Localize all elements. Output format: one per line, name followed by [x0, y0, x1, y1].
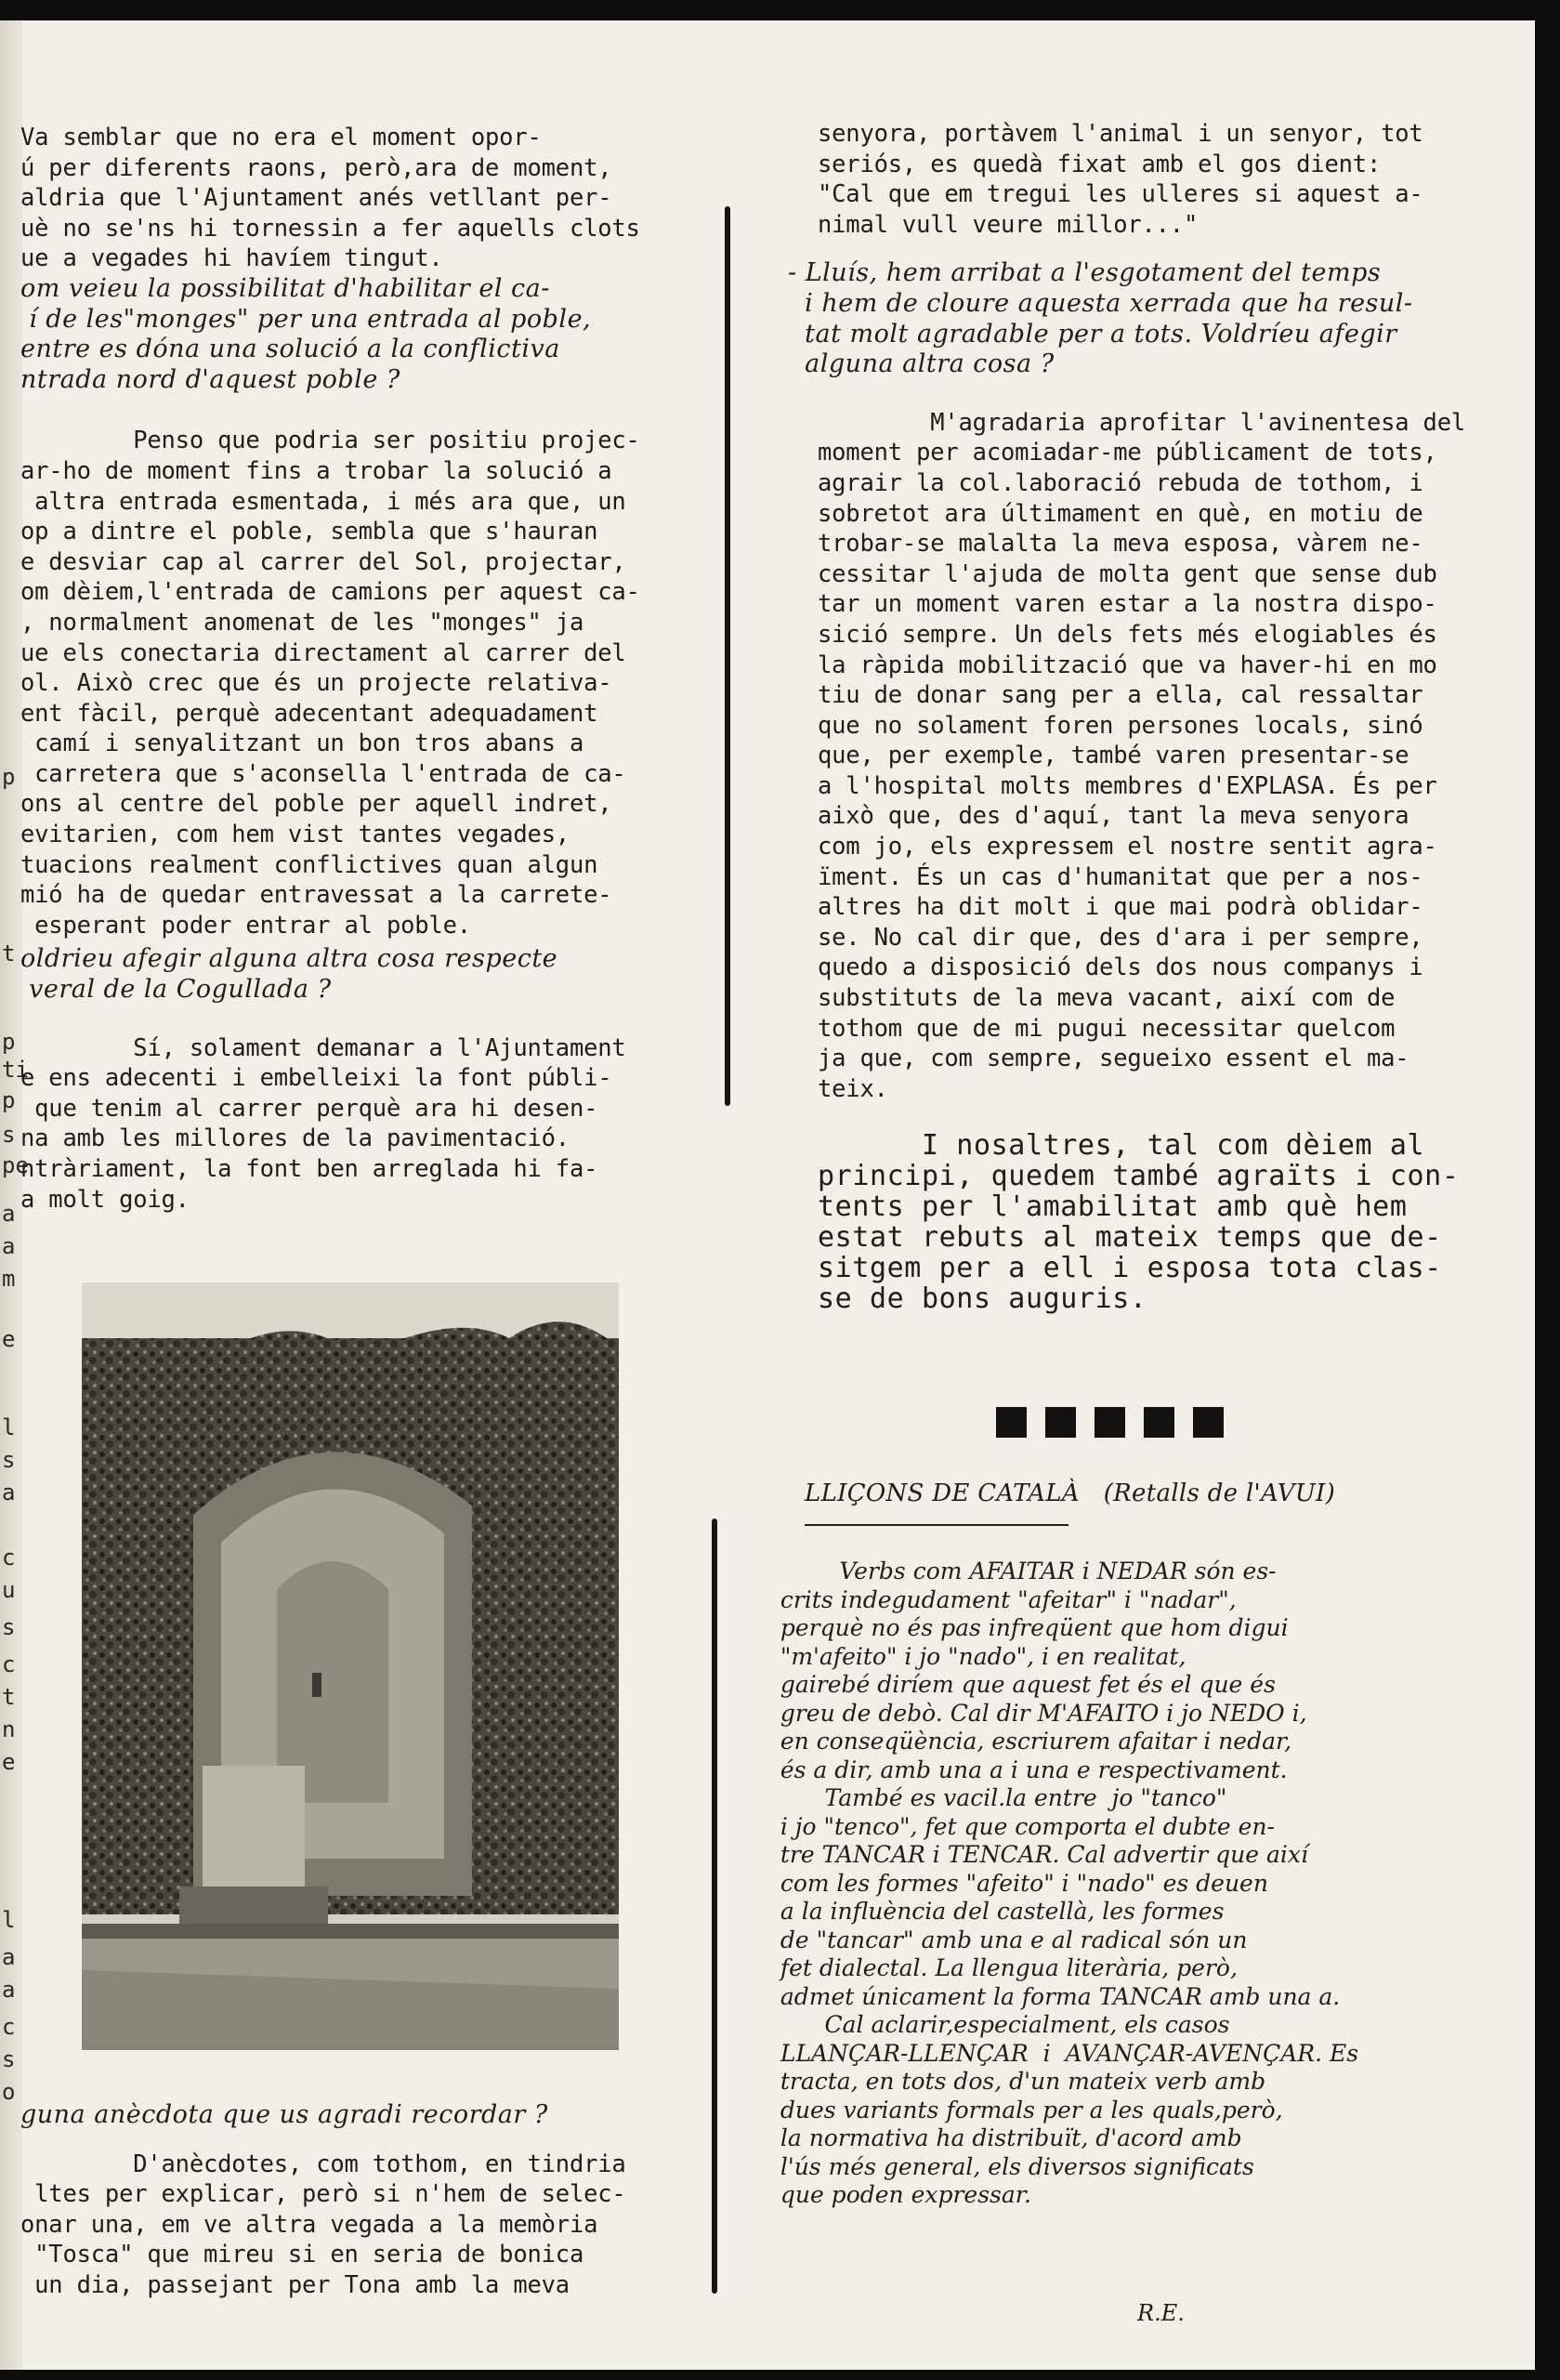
paragraph-answer-fountain: Sí, solament demanar a l'Ajuntament e ens adecenti i embelleixi la font públi- que tenim al carrer perquè ara hi desen- na amb les millores de la pavimentació. ntràriament, la font ben arreglada hi fa- a molt goig. — [20, 1033, 626, 1214]
edge-fragment: s — [2, 2046, 16, 2072]
separator-square — [1045, 1407, 1076, 1438]
column-divider-top — [725, 206, 730, 1106]
edge-fragment: u — [2, 1577, 16, 1603]
separator-square — [1095, 1407, 1125, 1438]
edge-fragment: o — [2, 2079, 16, 2105]
edge-fragment: c — [2, 1545, 16, 1571]
caption-area — [0, 2100, 626, 2301]
edge-fragment: l — [2, 1414, 16, 1440]
edge-fragment: a — [2, 1233, 16, 1259]
edge-fragment: n — [2, 1716, 16, 1742]
lesson-body: Verbs com AFAITAR i NEDAR són es- crits indegudament "afeitar" i "nadar", perquè no és pas infreqüent que hom digui "m'afeito" i jo "nado", i en realitat, gairebé diríem que aquest fet és el que és greu de debò. Cal dir M'AFAITO i jo NEDO i, en conseqüència, escriurem afaitar i nedar, és a dir, amb una a i una e respectivament. També es vacil.la entre jo "tanco" i jo "tenco", fet que comporta el dubte en- tre TANCAR i TENCAR. Cal advertir que així com les formes "afeito" i "nado" es deuen a la influència del castellà, les formes de "tancar" amb una e al radical són un fet dialectal. La llengua literària, però, admet únicament la forma TANCAR amb una a. Cal aclarir,especialment, els casos LLANÇAR-LLENÇAR i AVANÇAR-AVENÇAR. Es tracta, en tots dos, d'un mateix verb amb dues variants formals per a les quals,però, la normativa ha distribuït, d'acord amb l'ús més general, els diversos significats que poden expressar. — [780, 1558, 1359, 2208]
magazine-page — [0, 20, 1535, 2370]
adjacent-page-edge — [0, 20, 29, 2370]
lesson-title: LLIÇONS DE CATALÀ (Retalls de l'AVUI) — [805, 1479, 1336, 1507]
right-column — [788, 119, 1533, 1316]
edge-fragment: t — [2, 940, 16, 966]
edge-fragment: a — [2, 1201, 16, 1227]
edge-fragment: a — [2, 1479, 16, 1506]
question-monges-road: om veieu la possibilitat d'habilitar el ca- í de les"monges" per una entrada al poble, entre es dóna una solució a la conflictiva ntrada nord d'aquest poble ? — [20, 273, 592, 394]
fountain-photo — [82, 1282, 619, 2050]
edge-fragment: p — [2, 1029, 16, 1055]
edge-fragment: m — [2, 1266, 16, 1292]
question-cogullada: oldrieu afegir alguna altra cosa respecte veral de la Cogullada ? — [20, 944, 558, 1005]
column-divider-bottom — [712, 1519, 717, 2294]
edge-fragment: ti — [2, 1057, 29, 1083]
edge-fragment: s — [2, 1122, 16, 1148]
edge-fragment: a — [2, 1977, 16, 2003]
paragraph-farewell: M'agradaria aprofitar l'avinentesa del moment per acomiadar-me públicament de tots, agrair la col.laboració rebuda de tothom, i sobretot ara últimament en què, en motiu de trobar-se malalta la meva esposa, vàrem ne- cessitar l'ajuda de molta gent que sense dub tar un moment varen estar a la nostra dispo- sició sempre. Un dels fets més elogiables és la ràpida mobilització que va haver-hi en mo tiu de donar sang per a ella, cal ressaltar que no solament foren persones locals, sinó que, per exemple, també varen presentar-se a l'hospital molts membres d'EXPLASA. És per això que, des d'aquí, tant la meva senyora com jo, els expressem el nostre sentit agra- ïment. És un cas d'humanitat que per a nos- altres ha dit molt i que mai podrà oblidar- se. No cal dir que, des d'ara i per sempre, quedo a disposició dels dos nous companys i substituts de la meva vacant, així com de tothom que de mi pugui necessitar quelcom ja que, com sempre, segueixo essent el ma- teix. — [818, 408, 1466, 1103]
edge-fragment: c — [2, 1651, 16, 1677]
edge-fragment: s — [2, 1614, 16, 1640]
edge-fragment: a — [2, 1944, 16, 1970]
paragraph-closing-note: I nosaltres, tal com dèiem al principi, quedem també agraïts i con- tents per l'amabilitat amb què hem estat rebuts al mateix temps que de- sitgem per a ell i esposa tota clas- se de bons auguris. — [818, 1129, 1460, 1316]
edge-fragment: c — [2, 2014, 16, 2040]
edge-fragment: s — [2, 1447, 16, 1473]
question-closing: - Lluís, hem arribat a l'esgotament del temps i hem de cloure aquesta xerrada que ha resul- tat molt agradable per a tots. Voldríeu afegir alguna altra cosa ? — [788, 258, 1413, 379]
edge-fragment: t — [2, 1684, 16, 1710]
paragraph-anecdote: D'anècdotes, com tothom, en tindria ltes per explicar, però si n'hem de selec- onar una, em ve altra vegada a la memòria "Tosca" que mireu si en seria de bonica un dia, passejant per Tona amb la meva — [20, 2150, 626, 2299]
edge-fragment: e — [2, 1749, 16, 1775]
paragraph-dog-anecdote: senyora, portàvem l'animal i un senyor, tot seriós, es quedà fixat amb el gos dient: "Cal que em tregui les ulleres si aquest a- nimal vull veure millor..." — [818, 120, 1423, 239]
left-column — [20, 123, 708, 1215]
fountain-illustration — [82, 1282, 619, 2050]
separator-square — [1144, 1407, 1174, 1438]
paragraph-intro: Va semblar que no era el moment opor- ú per diferents raons, però,ara de moment, aldria que l'Ajuntament anés vetllant per- uè no se'ns hi tornessin a fer aquells clots ue a vegades hi havíem tingut. — [20, 124, 640, 273]
edge-fragment: p — [2, 1087, 16, 1113]
edge-fragment: e — [2, 1326, 16, 1352]
question-anecdote: guna anècdota que us agradi recordar ? — [20, 2100, 548, 2129]
edge-fragment: l — [2, 1907, 16, 1933]
separator-square — [1193, 1407, 1224, 1438]
signature: R.E. — [1137, 2300, 1185, 2326]
edge-fragment: p — [2, 764, 16, 790]
separator-square — [996, 1407, 1027, 1438]
lesson-box — [758, 1558, 1529, 2210]
section-separator — [996, 1407, 1224, 1438]
lesson-title-underline — [805, 1524, 1068, 1526]
paragraph-answer-road: Penso que podria ser positiu projec- ar-ho de moment fins a trobar la solució a altra entrada esmentada, i més ara que, un op a dintre el poble, sembla que s'hauran e desviar cap al carrer del Sol, projectar, om dèiem,l'entrada de camions per aquest ca- , normalment anomenat de les "monges" ja ue els conectaria directament al carrer del ol. Això crec que és un projecte relativa- ent fàcil, perquè adecentant adequadament camí i senyalitzant un bon tros abans a carretera que s'aconsella l'entrada de ca- ons al centre del poble per aquell indret, evitarien, com hem vist tantes vegades, tuacions realment conflictives quan algun mió ha de quedar entravessat a la carrete- esperant poder entrar al poble. — [20, 427, 640, 940]
edge-fragment: pe — [2, 1152, 29, 1178]
